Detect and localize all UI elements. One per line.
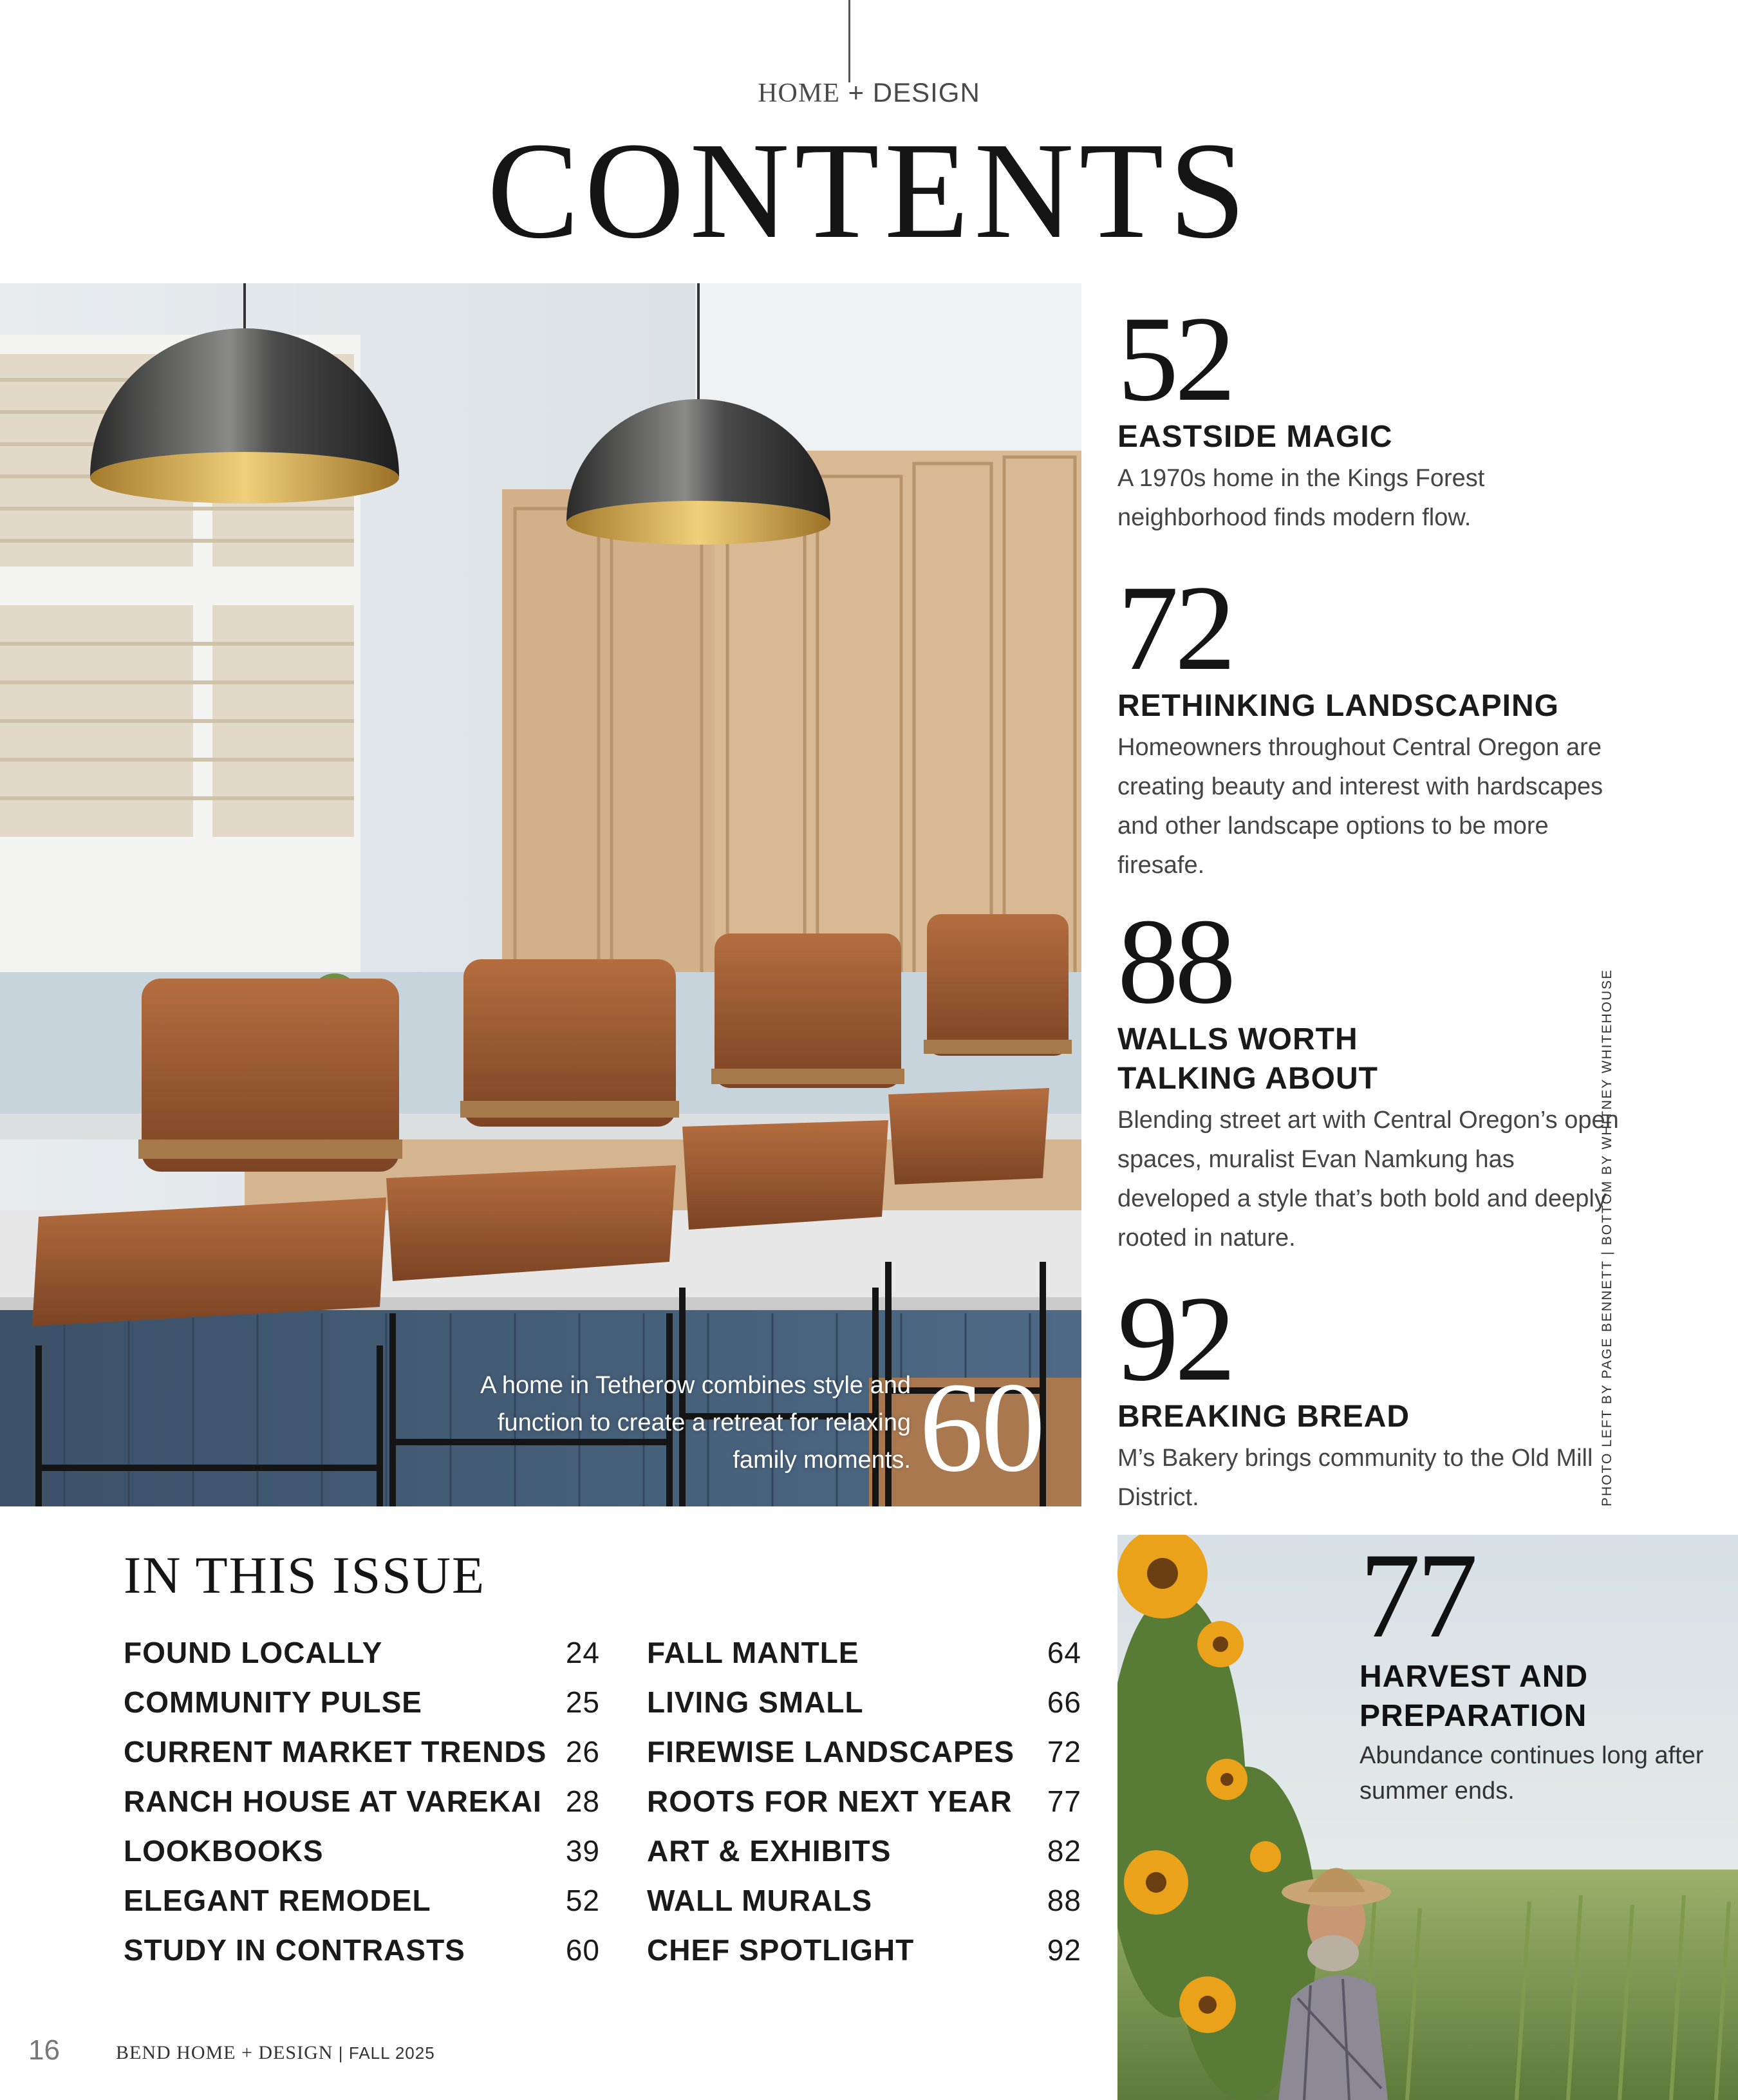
toc-item[interactable] xyxy=(647,1933,1081,1982)
toc-item-label: WALL MURALS xyxy=(647,1884,873,1917)
feature-description: A 1970s home in the Kings Forest neighborhood finds modern flow. xyxy=(1117,465,1485,531)
toc-item-page: 72 xyxy=(1047,1735,1081,1768)
toc-item[interactable] xyxy=(647,1833,1081,1883)
feature-eastside-magic[interactable] xyxy=(1117,292,1620,538)
photo-credit: PHOTO LEFT BY PAGE BENNETT | BOTTOM BY WHITNEY WHITEHOUSE xyxy=(1600,968,1614,1506)
toc-item-label: RANCH HOUSE AT VAREKAI xyxy=(124,1785,542,1818)
feature-page-number: 72 xyxy=(1117,561,1232,696)
toc-item[interactable] xyxy=(124,1784,600,1833)
toc-item-page: 82 xyxy=(1047,1834,1081,1868)
toc-item[interactable] xyxy=(647,1734,1081,1784)
toc-item-page: 77 xyxy=(1047,1785,1081,1818)
kitchen-photo xyxy=(0,283,1081,1506)
toc-item-page: 92 xyxy=(1047,1933,1081,1967)
toc-item[interactable] xyxy=(124,1685,600,1734)
feature-breaking-bread[interactable] xyxy=(1117,1271,1620,1517)
in-this-issue-heading: IN THIS ISSUE xyxy=(124,1546,486,1604)
feature-title xyxy=(1117,1020,1620,1098)
toc-item[interactable] xyxy=(124,1883,600,1933)
feature-description: Homeowners throughout Central Oregon are creating beauty and interest with hardscapes and other landscape options to be more firesafe. xyxy=(1117,734,1603,879)
feature-title xyxy=(1360,1657,1733,1736)
feature-title: EASTSIDE MAGIC xyxy=(1117,420,1393,454)
kicker-plus: + xyxy=(848,77,865,108)
feature-title-line: HARVEST AND xyxy=(1360,1660,1589,1694)
feature-page-number: 52 xyxy=(1117,292,1232,427)
toc-item-label: FIREWISE LANDSCAPES xyxy=(647,1735,1015,1768)
photo-caption: A home in Tetherow combines style and function to create a retreat for relaxing family moments. xyxy=(480,1372,911,1474)
page-title: CONTENTS xyxy=(487,113,1251,267)
footer-separator: | xyxy=(338,2043,344,2063)
toc-item-label: LIVING SMALL xyxy=(647,1685,864,1719)
feature-page-number: 77 xyxy=(1360,1528,1474,1664)
feature-page-number: 92 xyxy=(1117,1271,1232,1407)
toc-item-label: LOOKBOOKS xyxy=(124,1834,324,1868)
feature-title-line: WALLS WORTH xyxy=(1117,1022,1358,1056)
feature-title: BREAKING BREAD xyxy=(1117,1400,1410,1434)
toc-item-label: STUDY IN CONTRASTS xyxy=(124,1933,465,1967)
toc-item-label: ELEGANT REMODEL xyxy=(124,1884,431,1917)
kicker-home: HOME xyxy=(758,79,840,108)
feature-harvest-and-preparation[interactable] xyxy=(1360,1528,1733,1809)
toc-item-label: FALL MANTLE xyxy=(647,1636,859,1669)
toc-item-page: 25 xyxy=(565,1685,600,1719)
toc-item-page: 28 xyxy=(565,1785,600,1818)
section-kicker xyxy=(0,77,1738,109)
toc-item[interactable] xyxy=(647,1685,1081,1734)
toc-item-page: 88 xyxy=(1047,1884,1081,1917)
feature-description: Abundance continues long after summer ends. xyxy=(1360,1742,1704,1805)
toc-item[interactable] xyxy=(124,1734,600,1784)
toc-item-page: 26 xyxy=(565,1735,600,1768)
feature-page-number: 88 xyxy=(1117,894,1232,1029)
toc-item-page: 66 xyxy=(1047,1685,1081,1719)
toc-item-label: ART & EXHIBITS xyxy=(647,1834,892,1868)
toc-item[interactable] xyxy=(647,1883,1081,1933)
toc-item[interactable] xyxy=(647,1784,1081,1833)
toc-item[interactable] xyxy=(124,1635,600,1685)
issue-label: FALL 2025 xyxy=(348,2043,435,2063)
toc-item[interactable] xyxy=(124,1933,600,1982)
feature-title-line: PREPARATION xyxy=(1360,1699,1587,1733)
magazine-name: BEND HOME + DESIGN xyxy=(116,2042,333,2063)
photo-page-number: 60 xyxy=(919,1356,1043,1499)
page-number: 16 xyxy=(28,2034,60,2066)
toc-item[interactable] xyxy=(647,1635,1081,1685)
feature-title: RETHINKING LANDSCAPING xyxy=(1117,689,1560,723)
toc-item-page: 60 xyxy=(565,1933,600,1967)
toc-item-label: FOUND LOCALLY xyxy=(124,1636,383,1669)
feature-description: M’s Bakery brings community to the Old Mill District. xyxy=(1117,1445,1593,1511)
toc-item-label: CHEF SPOTLIGHT xyxy=(647,1933,915,1967)
toc-item[interactable] xyxy=(124,1833,600,1883)
kicker-design: DESIGN xyxy=(872,77,980,108)
feature-walls-worth-talking-about[interactable] xyxy=(1117,894,1620,1258)
footer-masthead xyxy=(116,2042,435,2064)
toc-item-label: CURRENT MARKET TRENDS xyxy=(124,1735,547,1768)
toc-item-page: 52 xyxy=(565,1884,600,1917)
toc-item-label: ROOTS FOR NEXT YEAR xyxy=(647,1785,1013,1818)
toc-item-page: 64 xyxy=(1047,1636,1081,1669)
toc-item-page: 24 xyxy=(565,1636,600,1669)
toc-item-label: COMMUNITY PULSE xyxy=(124,1685,422,1719)
feature-description: Blending street art with Central Oregon’s open spaces, muralist Evan Namkung has developed a style that’s both bold and deeply rooted in nature. xyxy=(1117,1107,1619,1252)
feature-title-line: TALKING ABOUT xyxy=(1117,1062,1378,1096)
feature-rethinking-landscaping[interactable] xyxy=(1117,561,1620,885)
toc-item-page: 39 xyxy=(565,1834,600,1868)
top-divider-line xyxy=(848,0,850,82)
